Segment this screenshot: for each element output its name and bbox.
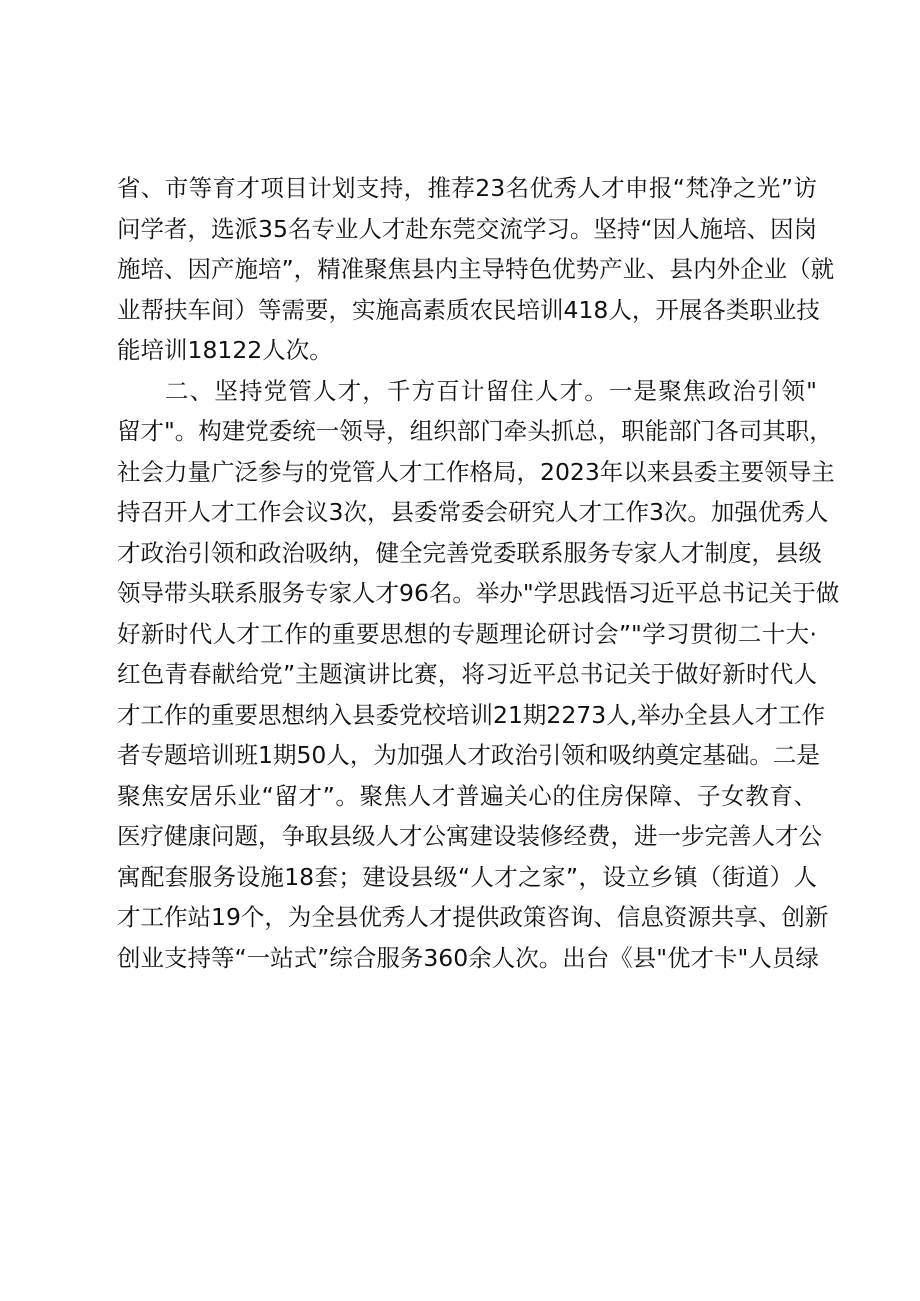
text-line: 业帮扶车间）等需要，实施高素质农民培训418人，开展各类职业技 bbox=[117, 295, 820, 324]
text-line: 才政治引领和政治吸纳，健全完善党委联系服务专家人才制度，县级 bbox=[117, 538, 822, 567]
text-line: 施培、因产施培”，精准聚焦县内主导特色优势产业、县内外企业（就 bbox=[117, 255, 835, 283]
text-line: 创业支持等“一站式”综合服务360余人次。出台《县"优才卡"人员绿 bbox=[117, 943, 819, 972]
text-line: 能培训18122人次。 bbox=[117, 336, 333, 364]
text-line: 寓配套服务设施18套；建设县级“人才之家”，设立乡镇（街道）人 bbox=[117, 862, 817, 891]
text-line: 聚焦安居乐业“留才”。聚焦人才普遍关心的住房保障、子女教育、 bbox=[117, 781, 817, 810]
text-line: 才工作站19个，为全县优秀人才提供政策咨询、信息资源共享、创新 bbox=[117, 903, 829, 931]
text-line: 持召开人才工作会议3次，县委常委会研究人才工作3次。加强优秀人 bbox=[117, 498, 829, 526]
text-line: 好新时代人才工作的重要思想的专题理论研讨会”"学习贯彻二十大· bbox=[117, 619, 817, 648]
body-text bbox=[117, 168, 840, 978]
text-line: 医疗健康问题，争取县级人才公寓建设装修经费，进一步完善人才公 bbox=[117, 822, 822, 850]
text-line: 者专题培训班1期50人，为加强人才政治引领和吸纳奠定基础。二是 bbox=[117, 741, 820, 769]
text-line: 留才"。构建党委统一领导，组织部门牵头抓总，职能部门各司其职， bbox=[117, 417, 833, 445]
text-line: 问学者，选派35名专业人才赴东莞交流学习。坚持“因人施培、因岗 bbox=[117, 214, 818, 243]
section-heading-line: 二、坚持党管人才，千方百计留住人才。一是聚焦政治引领" bbox=[165, 376, 817, 405]
text-line: 领导带头联系服务专家人才96名。举办"学思践悟习近平总书记关于做 bbox=[117, 579, 840, 607]
text-line: 省、市等育才项目计划支持，推荐23名优秀人才申报“梵净之光”访 bbox=[117, 174, 817, 202]
text-line: 才工作的重要思想纳入县委党校培训21期2273人,举办全县人才工作 bbox=[117, 700, 826, 729]
text-line: 社会力量广泛参与的党管人才工作格局，2023年以来县委主要领导主 bbox=[117, 457, 835, 486]
text-line: 红色青春献给党”主题演讲比赛，将习近平总书记关于做好新时代人 bbox=[117, 660, 817, 688]
